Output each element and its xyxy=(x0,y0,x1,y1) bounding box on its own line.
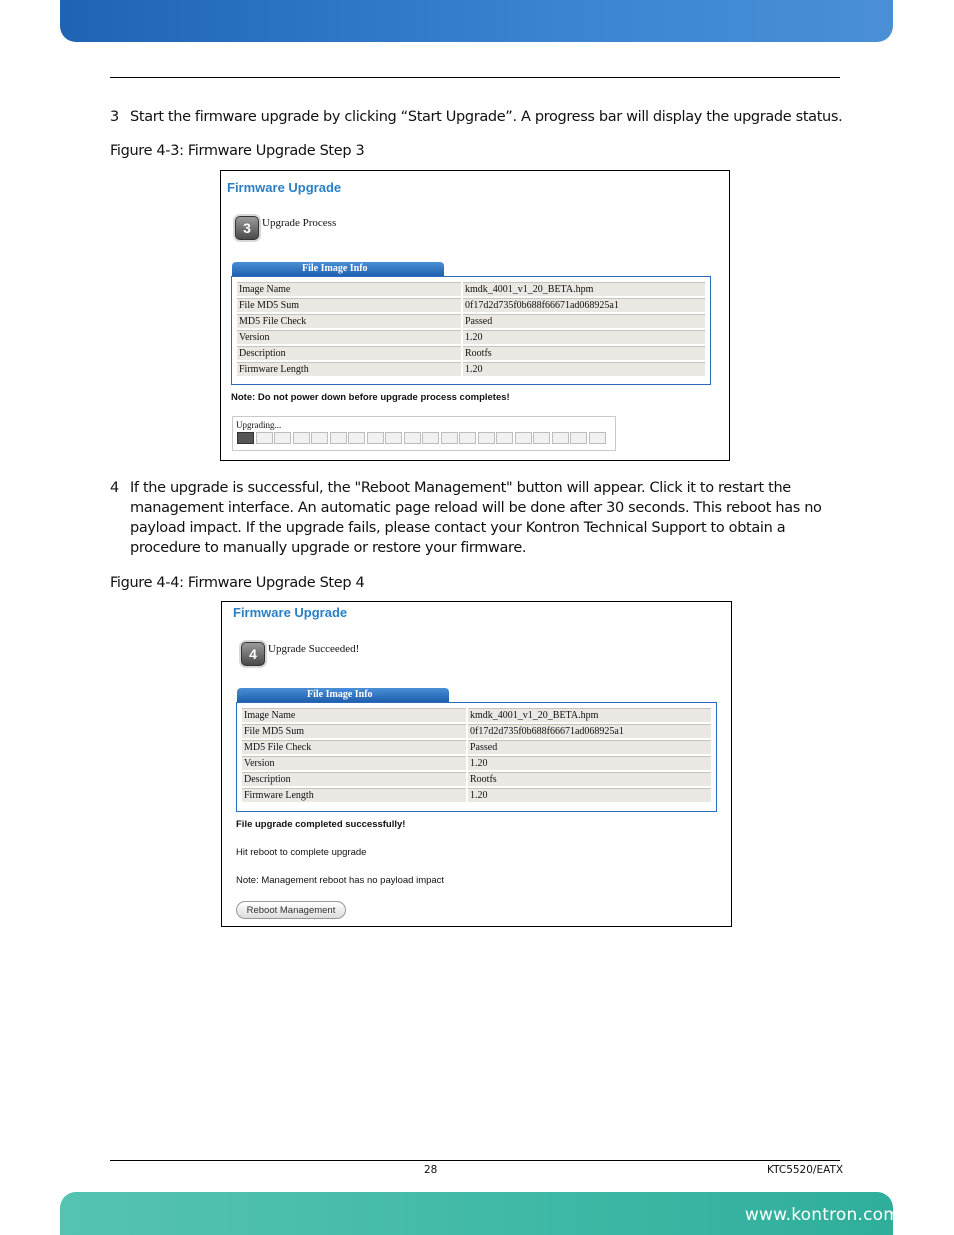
row-key: Firmware Length xyxy=(237,362,461,376)
progress-cell xyxy=(237,432,254,444)
step-label: Upgrade Succeeded! xyxy=(268,643,360,655)
step-number: 4 xyxy=(110,480,119,496)
table-row xyxy=(242,708,711,722)
progress-cell xyxy=(385,432,402,444)
payload-note: Note: Management reboot has no payload impact xyxy=(236,875,445,886)
file-image-info-tab[interactable]: File Image Info xyxy=(232,262,444,276)
progress-cell xyxy=(311,432,328,444)
progress-cell xyxy=(515,432,532,444)
step-badge-icon: 3 xyxy=(235,216,259,240)
progress-cell xyxy=(533,432,550,444)
progress-cell xyxy=(367,432,384,444)
row-key: Version xyxy=(237,330,461,344)
progress-cell xyxy=(459,432,476,444)
progress-cell xyxy=(589,432,606,444)
table-row xyxy=(242,740,711,754)
reboot-management-button[interactable]: Reboot Management xyxy=(236,901,346,919)
header-band xyxy=(60,0,893,42)
step-text: Start the firmware upgrade by clicking “Start Upgrade”. A progress bar will display the upgrade status. xyxy=(130,109,843,125)
website-link[interactable]: www.kontron.com xyxy=(744,1205,900,1225)
row-value: 1.20 xyxy=(463,362,705,376)
figure-title: Firmware Upgrade xyxy=(233,605,348,620)
table-row xyxy=(242,772,711,786)
file-image-info-tab[interactable]: File Image Info xyxy=(237,688,449,702)
progress-cell xyxy=(256,432,273,444)
progress-cell xyxy=(422,432,439,444)
figure-caption: Figure 4-3: Firmware Upgrade Step 3 xyxy=(110,143,365,159)
figure-step-3 xyxy=(220,170,730,461)
progress-cell xyxy=(570,432,587,444)
table-row xyxy=(237,282,705,296)
progress-cell xyxy=(478,432,495,444)
page-number: 28 xyxy=(424,1164,438,1176)
progress-label: Upgrading... xyxy=(236,420,282,430)
file-image-info-table xyxy=(235,280,707,378)
step-3-paragraph xyxy=(110,107,845,127)
row-value: 1.20 xyxy=(468,756,711,770)
progress-cell xyxy=(552,432,569,444)
progress-cell xyxy=(496,432,513,444)
progress-cell xyxy=(274,432,291,444)
row-key: Firmware Length xyxy=(242,788,466,802)
table-row xyxy=(237,362,705,376)
row-value: 0f17d2d735f0b688f66671ad068925a1 xyxy=(463,298,705,312)
progress-cell xyxy=(348,432,365,444)
figure-title: Firmware Upgrade xyxy=(227,180,342,195)
progress-cell xyxy=(404,432,421,444)
table-row xyxy=(237,298,705,312)
header-rule xyxy=(110,77,840,78)
footer-rule xyxy=(110,1160,840,1161)
row-value: 0f17d2d735f0b688f66671ad068925a1 xyxy=(468,724,711,738)
row-value: kmdk_4001_v1_20_BETA.hpm xyxy=(468,708,711,722)
figure-caption: Figure 4-4: Firmware Upgrade Step 4 xyxy=(110,575,365,591)
table-row xyxy=(242,724,711,738)
row-key: Version xyxy=(242,756,466,770)
step-4-paragraph xyxy=(110,478,845,558)
progress-bar xyxy=(232,416,616,451)
table-row xyxy=(237,346,705,360)
row-value: Rootfs xyxy=(468,772,711,786)
row-key: Image Name xyxy=(237,282,461,296)
row-value: 1.20 xyxy=(463,330,705,344)
power-warning: Note: Do not power down before upgrade process completes! xyxy=(231,392,510,403)
figure-step-4 xyxy=(221,601,732,927)
row-key: MD5 File Check xyxy=(237,314,461,328)
table-row xyxy=(242,788,711,802)
file-image-info-box xyxy=(236,702,717,812)
row-value: kmdk_4001_v1_20_BETA.hpm xyxy=(463,282,705,296)
step-text: If the upgrade is successful, the "Reboot Management" button will appear. Click it to restart the management interface. An automatic page reload will be done after 30 seconds. This reboot has no payload impact. If the upgrade fails, please contact your Kontron Technical Support to obtain a procedure to manually upgrade or restore your firmware. xyxy=(130,480,822,556)
document-id: KTC5520/EATX xyxy=(767,1164,844,1176)
success-message: File upgrade completed successfully! xyxy=(236,819,406,830)
row-key: File MD5 Sum xyxy=(242,724,466,738)
reboot-hint: Hit reboot to complete upgrade xyxy=(236,847,367,858)
row-value: Rootfs xyxy=(463,346,705,360)
row-value: 1.20 xyxy=(468,788,711,802)
table-row xyxy=(237,314,705,328)
file-image-info-box xyxy=(231,276,711,385)
row-key: Image Name xyxy=(242,708,466,722)
progress-cells xyxy=(237,432,606,444)
progress-cell xyxy=(441,432,458,444)
step-badge-icon: 4 xyxy=(241,642,265,666)
row-value: Passed xyxy=(463,314,705,328)
step-number: 3 xyxy=(110,109,119,125)
row-key: Description xyxy=(242,772,466,786)
row-key: MD5 File Check xyxy=(242,740,466,754)
row-key: Description xyxy=(237,346,461,360)
file-image-info-table xyxy=(240,706,713,804)
table-row xyxy=(237,330,705,344)
progress-cell xyxy=(330,432,347,444)
row-value: Passed xyxy=(468,740,711,754)
row-key: File MD5 Sum xyxy=(237,298,461,312)
step-label: Upgrade Process xyxy=(262,217,337,229)
table-row xyxy=(242,756,711,770)
progress-cell xyxy=(293,432,310,444)
